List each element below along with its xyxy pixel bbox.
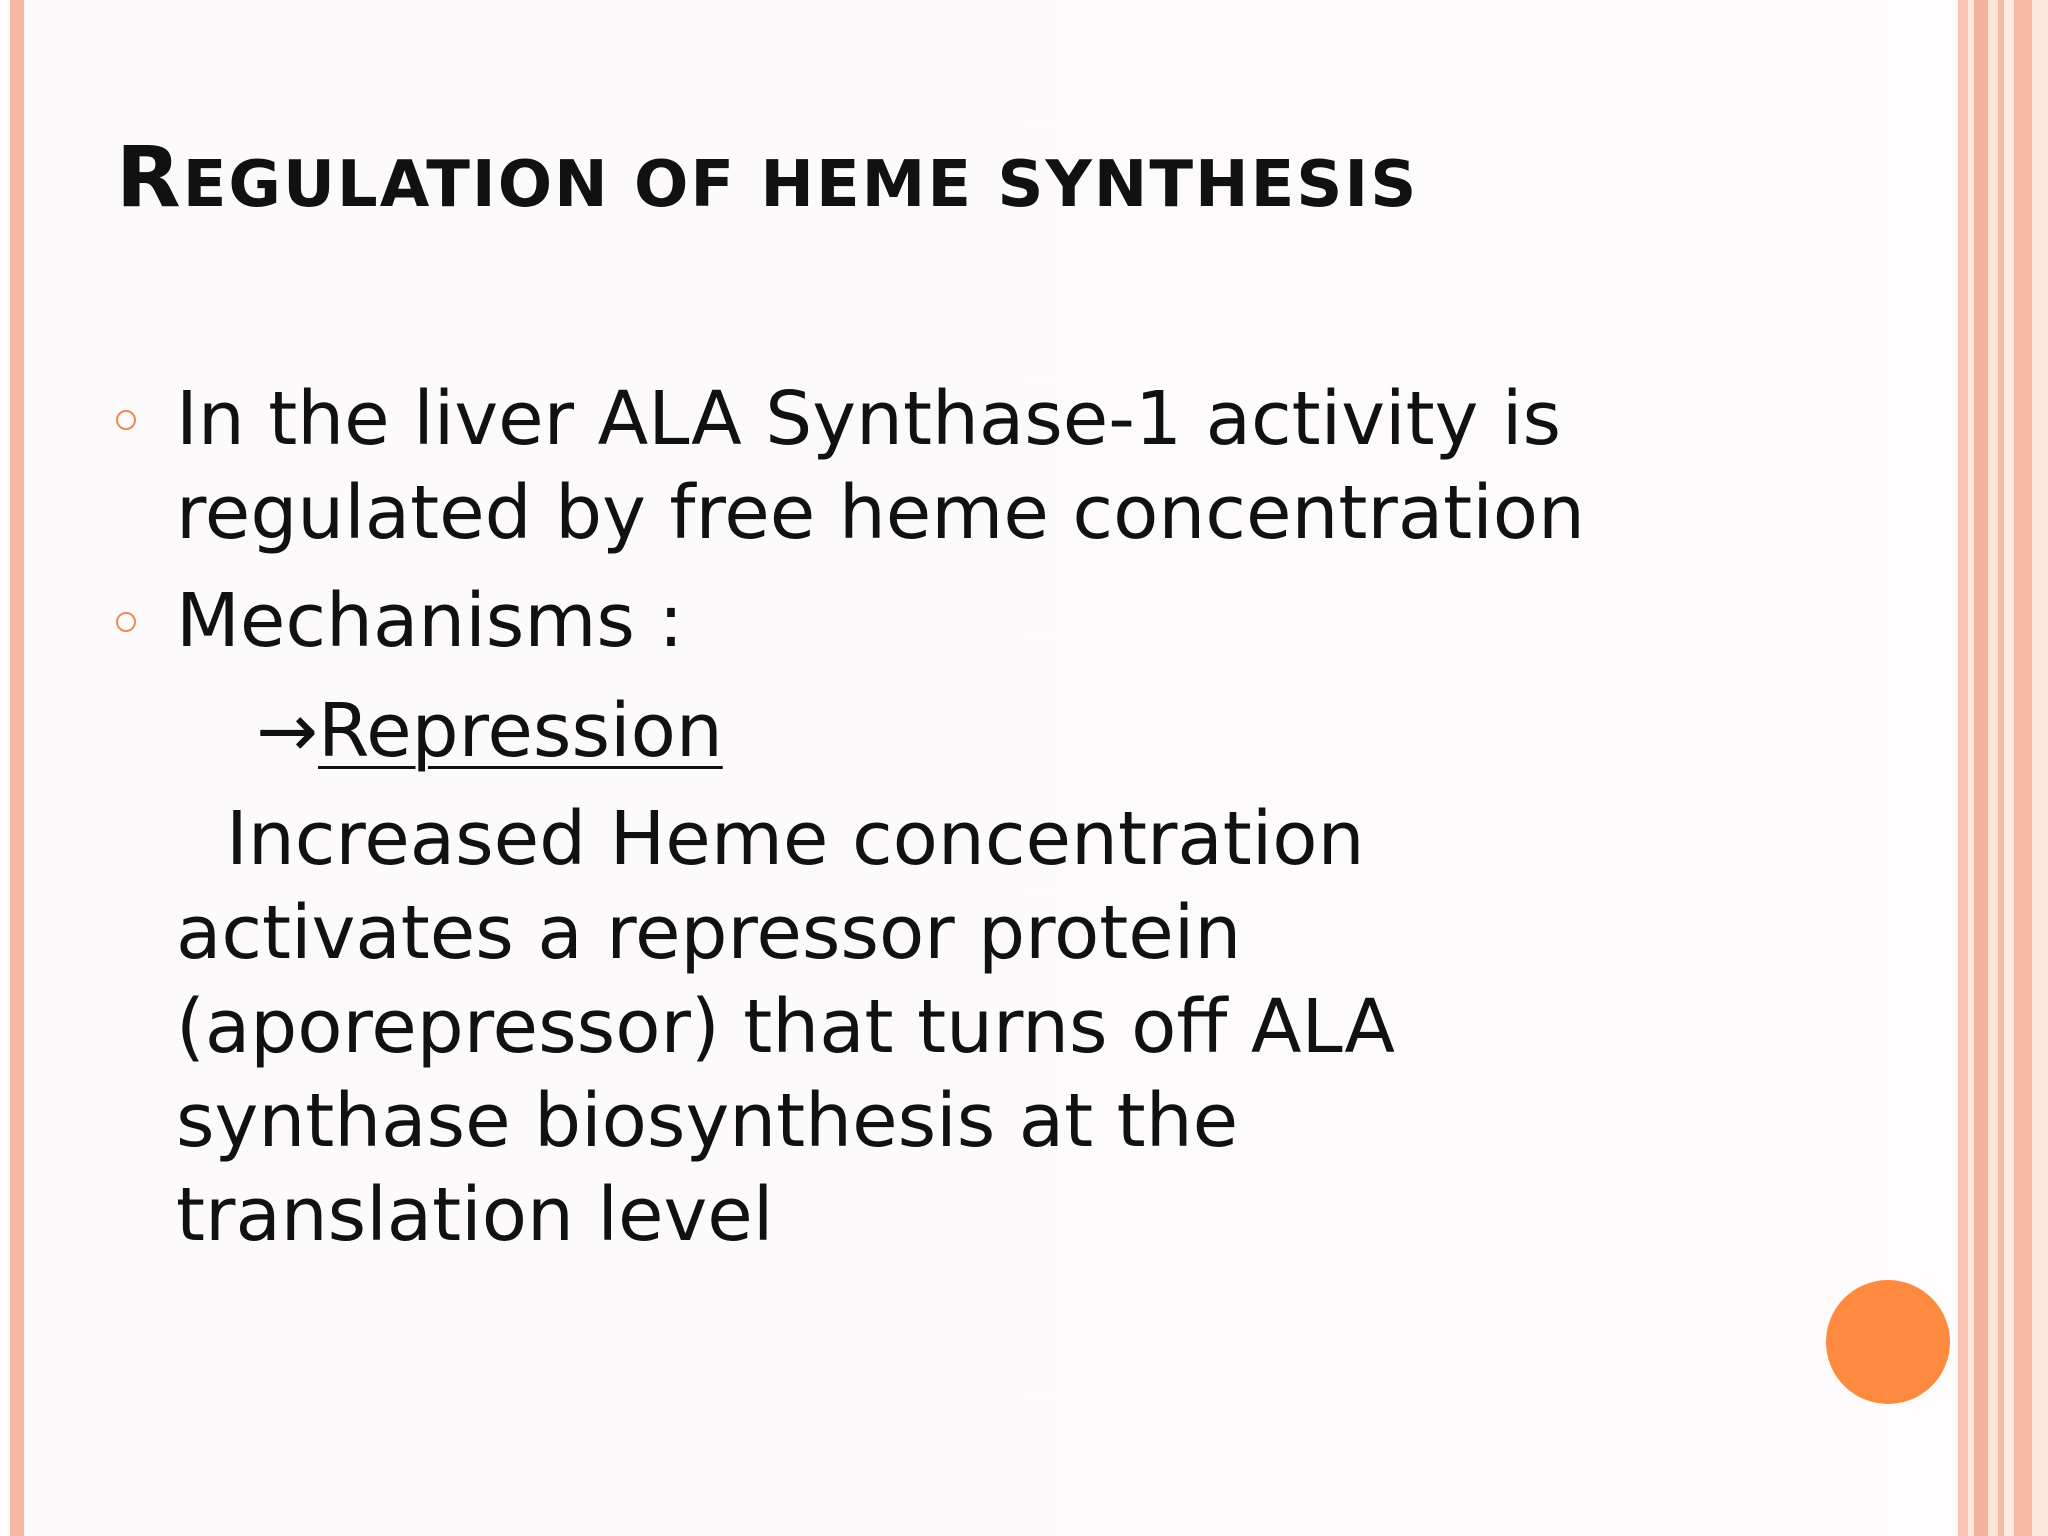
right-arrow-icon: → <box>256 688 319 774</box>
slide-title <box>116 128 1418 226</box>
paragraph-line: activates a repressor protein <box>176 890 1242 976</box>
left-decorative-stripe <box>10 0 24 1536</box>
paragraph-line: (aporepressor) that turns off ALA <box>176 984 1396 1070</box>
paragraph-line: synthase biosynthesis at the <box>176 1078 1239 1164</box>
explanation-paragraph <box>116 792 1756 1262</box>
right-decorative-stripe <box>2014 0 2032 1536</box>
bullet-text-line: Mechanisms : <box>176 578 684 664</box>
right-decorative-stripe <box>2004 0 2014 1536</box>
sub-heading: Repression <box>318 688 723 774</box>
title-rest: EGULATION OF HEME SYNTHESIS <box>182 148 1419 222</box>
sub-heading-row <box>116 684 1756 778</box>
right-decorative-stripe <box>2032 0 2048 1536</box>
paragraph-line: Increased Heme concentration <box>226 796 1365 882</box>
title-first-letter: R <box>116 128 183 226</box>
paragraph-line: translation level <box>176 1172 774 1258</box>
bullet-item <box>116 372 1756 560</box>
circle-bullet-icon <box>116 410 136 430</box>
bullet-text-line: In the liver ALA Synthase-1 activity is <box>176 376 1562 462</box>
slide-body <box>116 372 1756 1262</box>
circle-bullet-icon <box>116 612 136 632</box>
right-decorative-stripe <box>1958 0 1968 1536</box>
orange-circle-decoration <box>1826 1280 1950 1404</box>
bullet-item <box>116 574 1756 668</box>
right-decorative-stripe <box>1974 0 1988 1536</box>
bullet-text-line: regulated by free heme concentration <box>176 470 1585 556</box>
right-decorative-stripe <box>1988 0 1998 1536</box>
